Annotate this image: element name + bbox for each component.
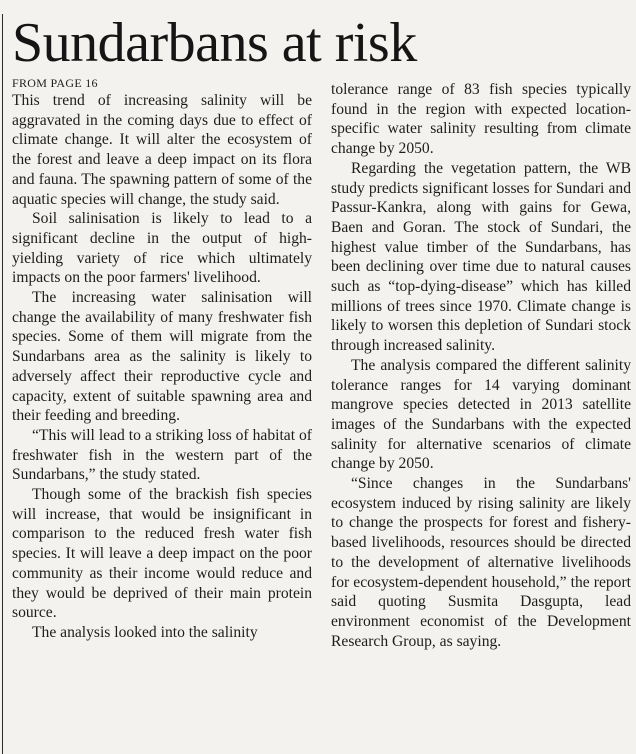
paragraph: Though some of the brackish fish species will increase, that would be insignificant in comparison to the reduced fresh water fish species. It will leave a deep impact on the poor community as their income would reduce and they would be deprived of their main protein source. [12, 486, 312, 622]
headline: Sundarbans at risk [12, 12, 417, 74]
paragraph: The analysis compared the different salinity tolerance ranges for 14 varying dominant mangrove species detected in 2013 satellite images of the Sundarbans with the expected salinity for alternative scenarios of climate change by 2050. [331, 356, 631, 473]
paragraph: This trend of increasing salinity will be aggravated in the coming days due to effect of climate change. It will alter the ecosystem of the forest and leave a deep impact on its flora and fauna. The spawning pattern of some of the aquatic species will change, the study said. [12, 92, 312, 208]
paragraph: Soil salinisation is likely to lead to a significant decline in the output of high-yielding variety of rice which ultimately impacts on the poor farmers' livelihood. [12, 210, 312, 287]
paragraph: The increasing water salinisation will change the availability of many freshwater fish species. Some of them will migrate from the Sundarbans area as the salinity is likely to adversely affect their reproductive cycle and capacity, extent of suitable spawning area and their feeding and breeding. [12, 289, 312, 425]
paragraph: “Since changes in the Sundarbans' ecosystem induced by rising salinity are likely to change the prospects for forest and fishery-based livelihoods, resources should be directed to the development of alternative livelihoods for ecosystem-dependent household,” the report said quoting Susmita Dasgupta, lead environment economist of the Development Research Group, as saying. [331, 475, 631, 650]
paragraph: Regarding the vegetation pattern, the WB study predicts significant losses for Sundari and Passur-Kankra, along with gains for Gewa, Baen and Goran. The stock of Sundari, the highest value timber of the Sundarbans, has been declining over time due to natural causes such as “top-dying-disease” which has killed millions of trees since 1970. Climate change is likely to worsen this depletion of Sundari stock through increased salinity. [331, 159, 631, 355]
article-column-left [12, 76, 312, 643]
paragraph: “This will lead to a striking loss of habitat of freshwater fish in the western part of the Sundarbans,” the study stated. [12, 426, 312, 484]
paragraph: tolerance range of 83 fish species typically found in the region with expected location-specific water salinity resulting from climate change by 2050. [331, 81, 631, 158]
paragraph-continued: The analysis looked into the salinity [32, 623, 258, 641]
article-column-right [331, 80, 631, 651]
column-rule [2, 14, 3, 754]
continuation-kicker: FROM PAGE 16 [12, 76, 98, 90]
